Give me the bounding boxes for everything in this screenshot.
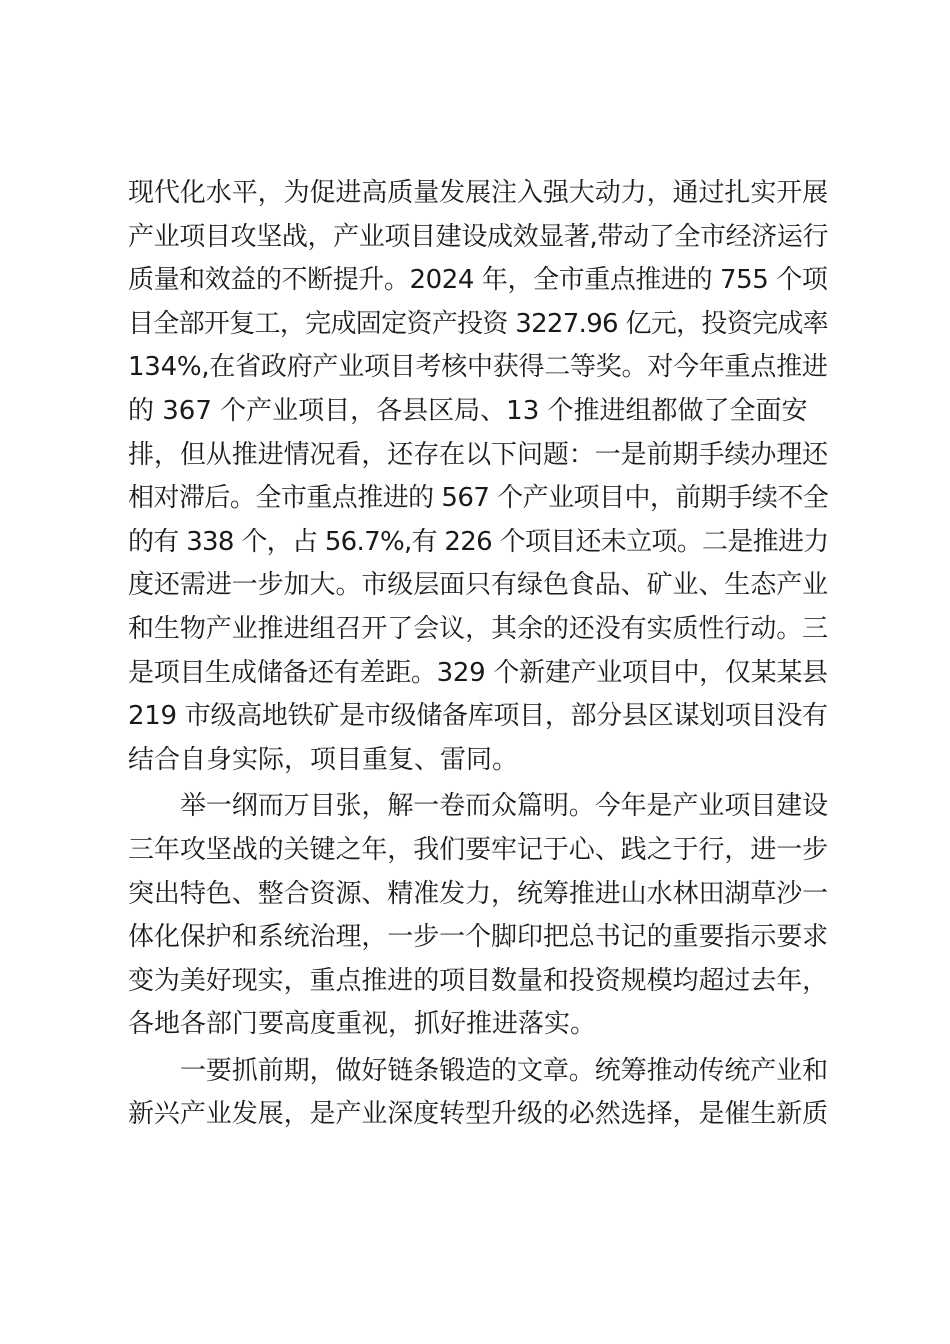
text-line: 一要抓前期，做好链条锻造的文章。统筹推动传统产业和 — [180, 1055, 829, 1086]
paragraph-1 — [128, 172, 828, 782]
document-body — [128, 172, 828, 1137]
text-line: 各地各部门要高度重视，抓好推进落实。 — [128, 1009, 597, 1040]
text-line: 目全部开复工，完成固定资产投资 3227.96 亿元，投资完成率 — [128, 308, 828, 339]
text-line: 体化保护和系统治理，一步一个脚印把总书记的重要指示要求 — [128, 922, 829, 953]
text-line: 举一纲而万目张，解一卷而众篇明。今年是产业项目建设 — [180, 791, 829, 822]
text-line: 变为美好现实，重点推进的项目数量和投资规模均超过去年， — [128, 965, 829, 996]
text-line: 产业项目攻坚战，产业项目建设成效显著,带动了全市经济运行 — [128, 221, 829, 252]
paragraph-2 — [128, 785, 828, 1047]
text-line: 度还需进一步加大。市级层面只有绿色食品、矿业、生态产业 — [128, 570, 829, 601]
text-line: 的 367 个产业项目，各县区局、13 个推进组都做了全面安 — [128, 395, 808, 426]
text-line: 是项目生成储备还有差距。329 个新建产业项目中，仅某某县 — [128, 657, 828, 688]
text-line: 质量和效益的不断提升。2024 年，全市重点推进的 755 个项 — [128, 265, 828, 296]
text-line: 新兴产业发展，是产业深度转型升级的必然选择，是催生新质 — [128, 1099, 829, 1130]
text-line: 134%,在省政府产业项目考核中获得二等奖。对今年重点推进 — [128, 352, 828, 383]
text-line: 结合自身实际，项目重复、雷同。 — [128, 744, 519, 775]
text-line: 相对滞后。全市重点推进的 567 个产业项目中，前期手续不全 — [128, 483, 829, 514]
text-line: 219 市级高地铁矿是市级储备库项目，部分县区谋划项目没有 — [128, 701, 828, 732]
text-line: 现代化水平，为促进高质量发展注入强大动力，通过扎实开展 — [128, 178, 829, 208]
text-line: 排，但从推进情况看，还存在以下问题：一是前期手续办理还 — [128, 439, 829, 470]
paragraph-3 — [128, 1050, 828, 1137]
text-line: 三年攻坚战的关键之年，我们要牢记于心、践之于行，进一步 — [128, 834, 829, 865]
text-line: 的有 338 个，占 56.7%,有 226 个项目还未立项。二是推进力 — [128, 526, 829, 557]
text-line: 和生物产业推进组召开了会议，其余的还没有实质性行动。三 — [128, 613, 829, 644]
text-line: 突出特色、整合资源、精准发力，统筹推进山水林田湖草沙一 — [128, 878, 829, 909]
